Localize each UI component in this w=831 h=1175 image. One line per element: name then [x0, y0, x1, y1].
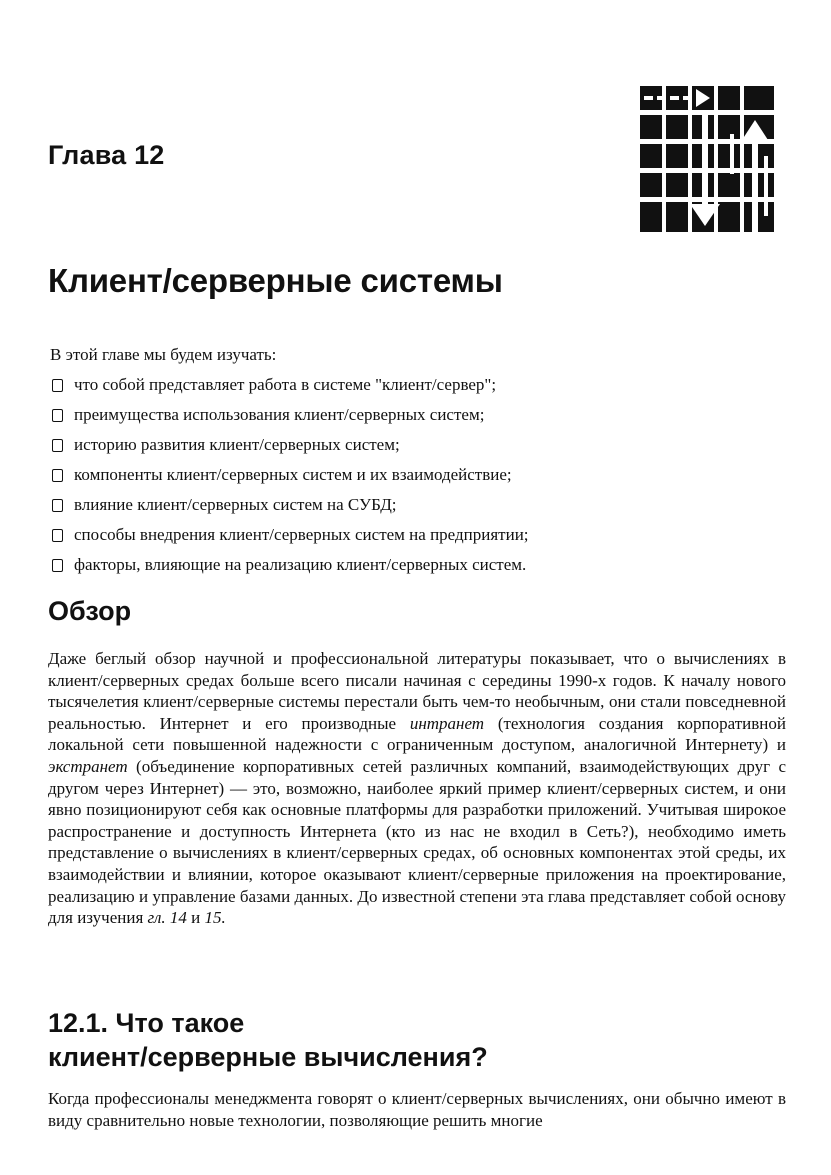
list-item: преимущества использования клиент/серверных систем;	[50, 400, 790, 430]
checkbox-bullet-icon	[52, 439, 63, 452]
objectives-list	[50, 370, 790, 580]
chapter-grid-logo-icon	[640, 86, 774, 232]
term-intranet: интранет	[409, 713, 485, 733]
section-paragraph: Когда профессионалы менеджмента говорят о клиент/серверных вычислениях, они обычно имеют в виду сравнительно новые технологии, позволяющие решить многие	[48, 1089, 786, 1130]
section-heading-line: клиент/серверные вычисления?	[48, 1042, 488, 1072]
term-extranet: экстранет	[48, 756, 128, 776]
list-item: компоненты клиент/серверных систем и их взаимодействие;	[50, 460, 790, 490]
list-item: что собой представляет работа в системе "клиент/сервер";	[50, 370, 790, 400]
list-item: историю развития клиент/серверных систем;	[50, 430, 790, 460]
overview-heading: Обзор	[48, 596, 132, 626]
list-item: способы внедрения клиент/серверных систем на предприятии;	[50, 520, 790, 550]
chapter-label: Глава 12	[48, 140, 165, 170]
checkbox-bullet-icon	[52, 469, 63, 482]
chapter-objectives	[50, 340, 790, 580]
chapter-title: Клиент/серверные системы	[48, 262, 503, 299]
section-heading-line: 12.1. Что такое	[48, 1008, 245, 1038]
chapter-reference: гл. 14	[147, 908, 187, 928]
checkbox-bullet-icon	[52, 409, 63, 422]
checkbox-bullet-icon	[52, 499, 63, 512]
section-heading	[48, 1006, 488, 1074]
checkbox-bullet-icon	[52, 379, 63, 392]
list-item: факторы, влияющие на реализацию клиент/серверных систем.	[50, 550, 790, 580]
chapter-reference: 15.	[204, 908, 226, 928]
checkbox-bullet-icon	[52, 559, 63, 572]
list-item: влияние клиент/серверных систем на СУБД;	[50, 490, 790, 520]
objectives-lead: В этой главе мы будем изучать:	[50, 345, 277, 364]
checkbox-bullet-icon	[52, 529, 63, 542]
overview-paragraph: Даже беглый обзор научной и профессиональной литературы показывает, что о вычислениях в клиент/серверных средах больше всего писали начиная с середины 1990-х годов. К началу нового тысячелетия клиент/серверные системы перестали быть чем-то необычным, они стали повседневной реальностью. Интернет и его производные интранет (технология создания корпоративной локальной сети повышенной надежности с ограниченным доступом, аналогичной Интернету) и экстранет (объединение корпоративных сетей различных компаний, взаимодействующих друг с другом через Интернет) — это, возможно, наиболее яркий пример клиент/серверных систем, и они явно позиционируют себя как основные платформы для разработки приложений. Учитывая широкое распространение и доступность Интернета (кто из нас не входил в Сеть?), необходимо иметь представление о вычислениях в клиент/серверных средах, об основных компонентах этой среды, их взаимодействии и влиянии, которое оказывают клиент/серверные приложения на проектирование, реализацию и управление базами данных. До известной степени эта глава представляет собой основу для изучения гл. 14 и 15.	[48, 649, 786, 928]
